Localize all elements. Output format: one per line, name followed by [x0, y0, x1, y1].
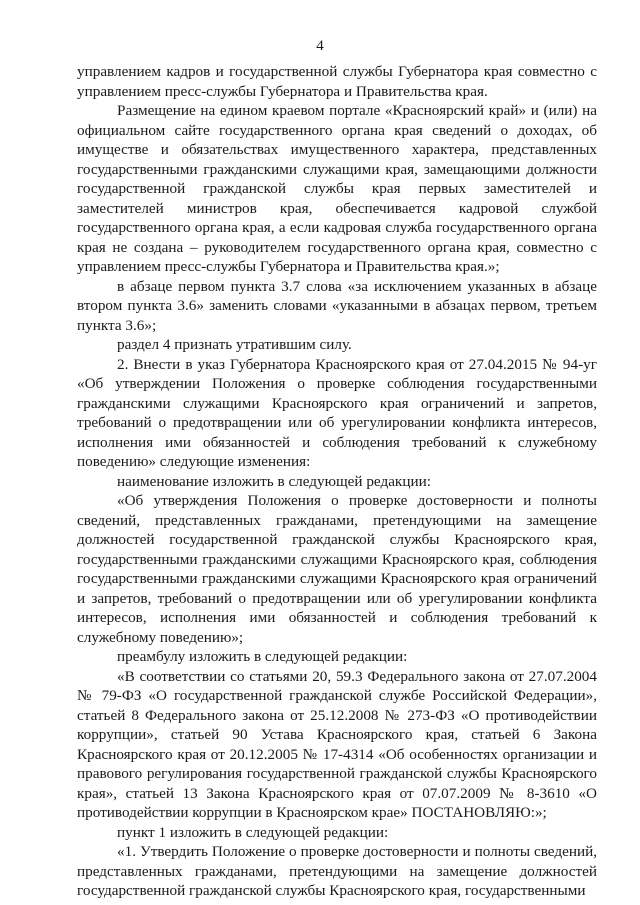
paragraph-new-preamble: «В соответствии со статьями 20, 59.3 Федерального закона от 27.07.2004 № 79-ФЗ «О государственной гражданской службе Российской Федерации», статьей 8 Федерального закона от 25.12.2008 № 273-ФЗ «О противодействии коррупции», статьей 90 Устава Красноярского края, статьей 6 Закона Красноярского края от 20.12.2005 № 17-4314 «Об особенностях организации и правового регулирования государственной гражданской службы Красноярского края», статьей 13 Закона Красноярского края от 07.07.2009 № 8-3610 «О противодействии коррупции в Красноярском крае» ПОСТАНОВЛЯЮ:»;	[77, 667, 597, 821]
paragraph-title-change: наименование изложить в следующей редакции:	[117, 472, 431, 490]
paragraph-placement: Размещение на едином краевом портале «Красноярский край» и (или) на официальном сайте государственного органа края сведений о доходах, об имуществе и обязательствах имущественного характера, представленных государственными гражданскими служащими края, замещающими должности государственной гражданской службы края первых заместителей и заместителей министров края, обеспечивается кадровой службой государственного органа края, а если кадровая служба государственного органа края не создана – руководителем государственного органа края, совместно с управлением пресс-службы Губернатора и Правительства края.»;	[77, 102, 597, 275]
paragraph-new-title: «Об утверждения Положения о проверке достоверности и полноты сведений, представленных гражданами, претендующими на замещение должностей государственной гражданской службы Красноярского края, государственными гражданскими служащими Красноярского края, соблюдения государственными гражданскими служащими Красноярского края ограничений и запретов, требований о предотвращении или об урегулировании конфликта интересов, исполнения ими обязанностей и соблюдения требований к служебному поведению»;	[77, 492, 597, 646]
paragraph-item-1-change: пункт 1 изложить в следующей редакции:	[117, 823, 389, 841]
paragraph-section-4: раздел 4 признать утратившим силу.	[117, 336, 352, 353]
paragraph-preamble-change: преамбулу изложить в следующей редакции:	[117, 648, 408, 665]
page-number: 4	[316, 38, 324, 54]
document-body	[77, 62, 597, 901]
paragraph-amendment-3-7: в абзаце первом пункта 3.7 слова «за исключением указанных в абзаце втором пункта 3.6» заменить словами «указанными в абзацах первом, третьем пункта 3.6»;	[77, 277, 597, 334]
paragraph-new-item-1: «1. Утвердить Положение о проверке достоверности и полноты сведений, представленных гражданами, претендующими на замещение должностей государственной гражданской службы Красноярского края, государственными	[77, 843, 597, 899]
paragraph-item-2: 2. Внести в указ Губернатора Красноярского края от 27.04.2015 № 94-уг «Об утверждении Положения о проверке соблюдения государственными гражданскими служащими Красноярского края ограничений и запретов, требований о предотвращении или об урегулировании конфликта интересов, исполнения ими обязанностей и соблюдения требований к служебному поведению» следующие изменения:	[77, 355, 597, 470]
paragraph-continuation: управлением кадров и государственной службы Губернатора края совместно с управлением пресс-службы Губернатора и Правительства края.	[77, 63, 597, 100]
